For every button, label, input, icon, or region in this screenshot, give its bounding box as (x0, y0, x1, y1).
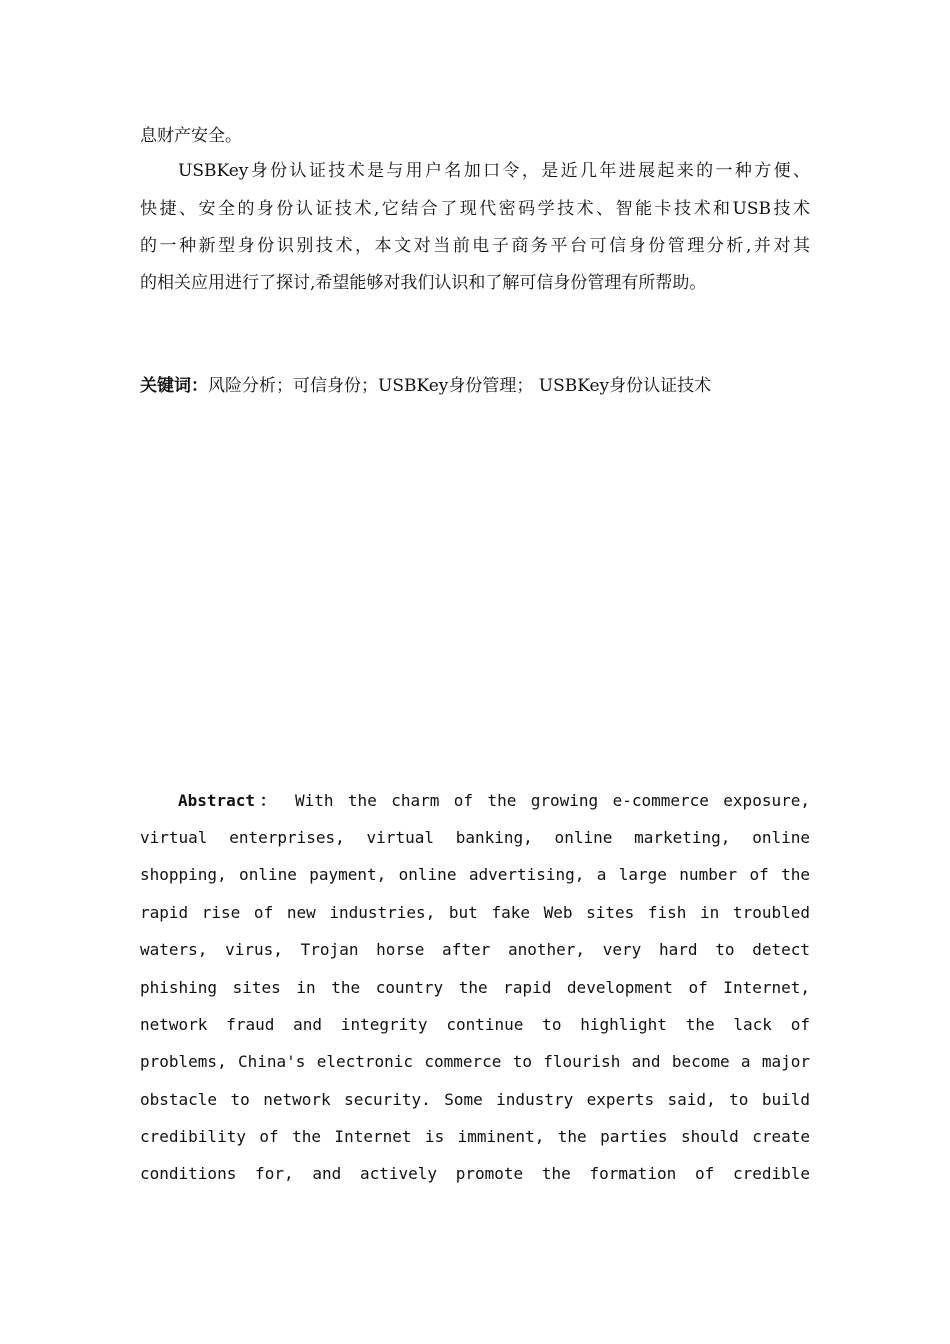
abstract-label: Abstract： (178, 791, 281, 810)
summary-line-1: 息财产安全。 (140, 126, 242, 146)
abstract-line-8: problems, China's electronic commerce to flourish and become a major (140, 1052, 810, 1071)
abstract-line-5: waters, virus, Trojan horse after another, very hard to detect (140, 940, 810, 959)
abstract-line-2: virtual enterprises, virtual banking, online marketing, online (140, 828, 810, 847)
abstract-line-4: rapid rise of new industries, but fake Web sites fish in troubled (140, 903, 810, 922)
abstract-line-6: phishing sites in the country the rapid development of Internet, (140, 978, 810, 997)
summary-line-2: USBKey身份认证技术是与用户名加口令，是近几年进展起来的一种方便、 (178, 161, 810, 181)
abstract-line-7: network fraud and integrity continue to highlight the lack of (140, 1015, 810, 1034)
keywords-line (140, 376, 711, 396)
abstract-line-9: obstacle to network security. Some industry experts said, to build (140, 1090, 810, 1109)
abstract-line-1 (178, 791, 810, 811)
abstract-line-11: conditions for, and actively promote the formation of credible (140, 1164, 810, 1183)
abstract-first-line-text: With the charm of the growing e-commerce exposure, (295, 791, 810, 810)
summary-line-4: 的一种新型身份识别技术，本文对当前电子商务平台可信身份管理分析,并对其 (140, 236, 810, 256)
keywords-label: 关键词： (140, 376, 208, 396)
abstract-line-10: credibility of the Internet is imminent, the parties should create (140, 1127, 810, 1146)
abstract-line-3: shopping, online payment, online advertising, a large number of the (140, 865, 810, 884)
keywords-text: 风险分析；可信身份；USBKey身份管理； USBKey身份认证技术 (208, 376, 712, 396)
summary-line-5: 的相关应用进行了探讨,希望能够对我们认识和了解可信身份管理有所帮助。 (140, 273, 707, 293)
summary-line-3: 快捷、安全的身份认证技术,它结合了现代密码学技术、智能卡技术和USB技术 (140, 199, 810, 219)
